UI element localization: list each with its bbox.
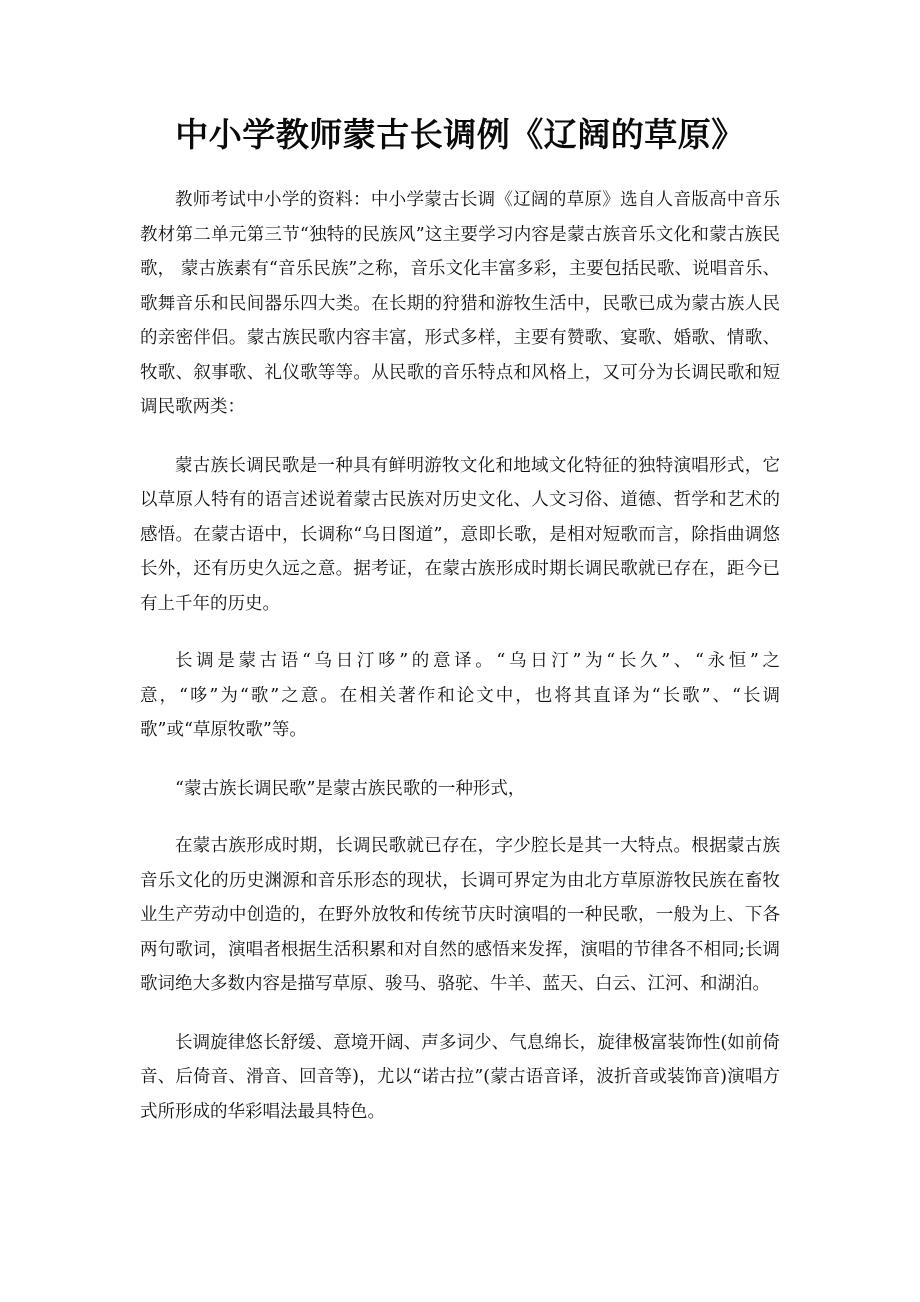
paragraph-melody: 长调旋律悠长舒缓、意境开阔、声多词少、气息绵长，旋律极富装饰性(如前倚音、后倚音、滑音、回音等)，尤以“诺古拉”(蒙古语音译，波折音或装饰音)演唱方式所形成的华彩唱法最具特色。 bbox=[140, 1032, 780, 1122]
document-title: 中小学教师蒙古长调例《辽阔的草原》 bbox=[175, 115, 745, 154]
paragraph-form: “蒙古族长调民歌”是蒙古族民歌的一种形式， bbox=[175, 778, 526, 799]
paragraph-characteristics: 在蒙古族形成时期，长调民歌就已存在，字少腔长是其一大特点。根据蒙古族音乐文化的历史渊源和音乐形态的现状，长调可界定为由北方草原游牧民族在畜牧业生产劳动中创造的，在野外放牧和传统节庆时演唱的一种民歌，一般为上、下各两句歌词，演唱者根据生活积累和对自然的感悟来发挥，演唱的节律各不相同;长调歌词绝大多数内容是描写草原、骏马、骆驼、牛羊、蓝天、白云、江河、和湖泊。 bbox=[140, 836, 780, 994]
document-body bbox=[140, 183, 780, 1155]
paragraph-etymology: 长调是蒙古语“乌日汀哆”的意译。“乌日汀”为“长久”、“永恒”之意，“哆”为“歌”之意。在相关著作和论文中，也将其直译为“长歌”、“长调歌”或“草原牧歌”等。 bbox=[140, 651, 780, 740]
paragraph-long-song-definition: 蒙古族长调民歌是一种具有鲜明游牧文化和地域文化特征的独特演唱形式，它以草原人特有的语言述说着蒙古民族对历史文化、人文习俗、道德、哲学和艺术的感悟。在蒙古语中，长调称“乌日图道”，意即长歌，是相对短歌而言，除指曲调悠长外，还有历史久远之意。据考证，在蒙古族形成时期长调民歌就已存在，距今已有上千年的历史。 bbox=[140, 455, 780, 614]
paragraph-intro: 教师考试中小学的资料：中小学蒙古长调《辽阔的草原》选自人音版高中音乐教材第二单元第三节“独特的民族风”这主要学习内容是蒙古族音乐文化和蒙古族民歌， 蒙古族素有“音乐民族”之称，音乐文化丰富多彩，主要包括民歌、说唱音乐、歌舞音乐和民间器乐四大类。在长期的狩猎和游牧生活中，民歌已成为蒙古族人民的亲密伴侣。蒙古族民歌内容丰富，形式多样，主要有赞歌、宴歌、婚歌、情歌、牧歌、叙事歌、礼仪歌等等。从民歌的音乐特点和风格上，又可分为长调民歌和短调民歌两类： bbox=[140, 190, 780, 417]
